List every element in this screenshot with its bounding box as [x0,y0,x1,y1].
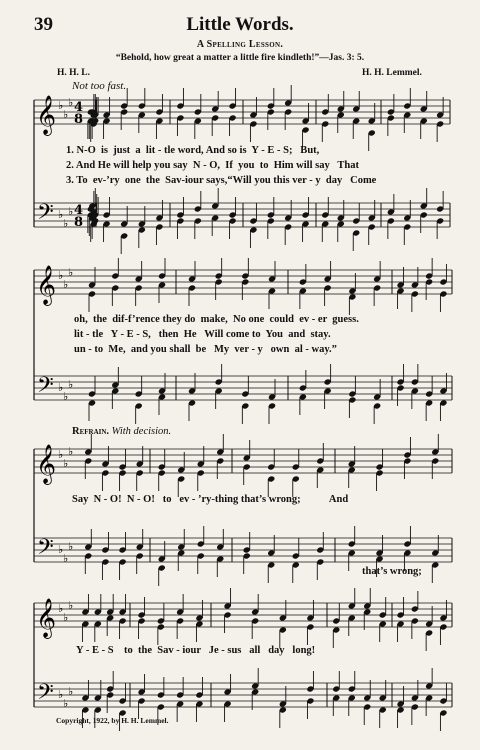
flat-sign: ♭ [63,108,69,121]
refrain-marking [72,426,171,437]
flat-sign: ♭ [68,540,74,553]
composer-credit: H. H. Lemmel. [362,68,422,78]
hymn-title: Little Words. [186,14,294,35]
lyrics-system1-verse3: 3. To ev-’ry one the Sav-iour says,“Will you this ver - y day Come [66,175,377,186]
lyrics-refrain-echo: that’s wrong; [362,566,422,577]
time-signature: 8 [74,112,84,127]
lyricist-credit: H. H. L. [57,68,90,78]
refrain-label: Refrain. [72,426,110,437]
treble-clef: 𝄞 [36,95,57,135]
flat-sign: ♭ [58,602,64,615]
bass-clef: 𝄢 [37,535,54,565]
flat-sign: ♭ [63,552,69,565]
refrain-tempo: With decision. [111,426,172,437]
tempo-marking: Not too fast. [72,80,127,92]
scripture-epigraph: “Behold, how great a matter a little fire kindleth!”—Jas. 3: 5. [115,53,365,63]
flat-sign: ♭ [58,448,64,461]
flat-sign: ♭ [63,278,69,291]
treble-clef: 𝄞 [36,598,57,638]
bass-clef: 𝄢 [37,373,54,403]
lyrics-system2-verse3: un - to Me, and you shall be My ver - y own al - way.” [74,344,337,355]
lyrics-refrain-line1: Say N - O! N - O! to ev - ’ry-thing that’s wrong; And [72,494,349,505]
time-signature: 4 [74,203,84,218]
treble-clef: 𝄞 [36,444,57,484]
lyrics-system1-verse1: 1. N-O is just a lit - tle word, And so is Y - E - S; But, [66,145,320,156]
flat-sign: ♭ [58,381,64,394]
lyrics-system2-verse1: oh, the dif-f’rence they do make, No one could ev - er guess. [74,314,359,325]
hymn-subtitle: A Spelling Lesson. [196,39,284,50]
flat-sign: ♭ [58,688,64,701]
flat-sign: ♭ [68,205,74,218]
flat-sign: ♭ [68,96,74,109]
flat-sign: ♭ [63,217,69,230]
bass-clef: 𝄢 [37,200,54,230]
flat-sign: ♭ [58,208,64,221]
copyright-notice: Copyright, 1922, by H. H. Lemmel. [56,716,169,725]
flat-sign: ♭ [68,599,74,612]
lyrics-system1-verse2: 2. And He will help you say N - O, If you to Him will say That [66,160,359,171]
lyrics-system2-verse2: lit - tle Y - E - S, then He Will come to You and stay. [74,329,331,340]
time-signature: 8 [74,215,84,230]
flat-sign: ♭ [63,697,69,710]
flat-sign: ♭ [58,269,64,282]
flat-sign: ♭ [68,445,74,458]
lyrics-refrain-line2: Y - E - S to the Sav - iour Je - sus all day long! [76,645,316,656]
flat-sign: ♭ [58,99,64,112]
flat-sign: ♭ [63,390,69,403]
flat-sign: ♭ [63,457,69,470]
flat-sign: ♭ [68,685,74,698]
flat-sign: ♭ [68,378,74,391]
time-signature: 4 [74,100,84,115]
flat-sign: ♭ [68,266,74,279]
flat-sign: ♭ [58,543,64,556]
flat-sign: ♭ [63,611,69,624]
bass-clef: 𝄢 [37,680,54,710]
hymn-number: 39 [34,14,53,35]
treble-clef: 𝄞 [36,265,57,305]
